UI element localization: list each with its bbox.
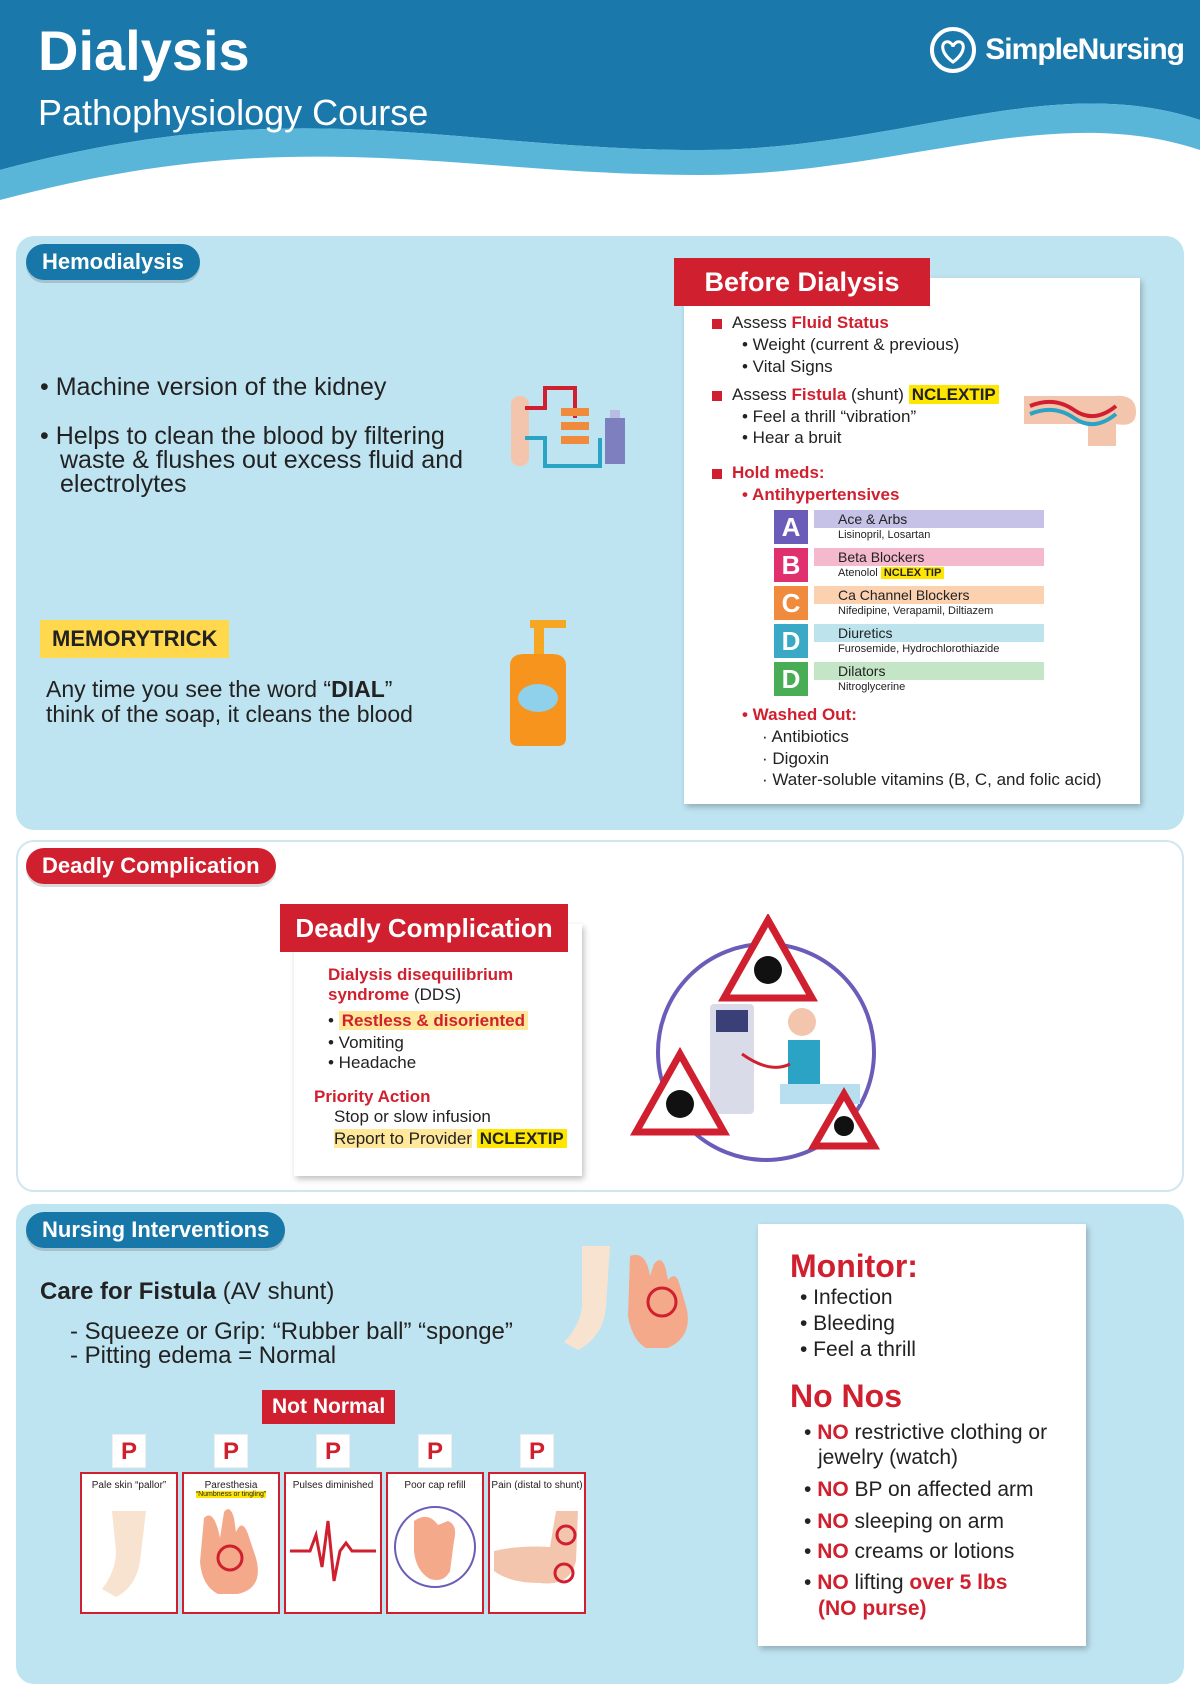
p-tile-cap-refill [386, 1472, 484, 1614]
washed-item: · Water-soluble vitamins (B, C, and folic acid) [762, 770, 1102, 789]
p-letter-paresthesia: P [214, 1434, 248, 1468]
assess-fistula-b: Fistula [791, 385, 847, 404]
drug-row-a [774, 510, 1044, 544]
drug-examples: Lisinopril, Losartan [838, 529, 931, 541]
assess-fluid-b: Fluid Status [791, 313, 889, 332]
soap-bottle-icon [500, 614, 580, 750]
drug-table [774, 510, 1044, 696]
fingertip-press-icon [388, 1491, 482, 1601]
monitor-item: • Feel a thrill [800, 1338, 916, 1361]
p-tile-subtext: “Numbness or tingling” [195, 1491, 267, 1498]
drug-letter: A [774, 510, 808, 544]
no-word: NO [817, 1571, 849, 1594]
monitor-title: Monitor: [790, 1248, 918, 1284]
deadly-complication-label: Deadly Complication [26, 848, 276, 884]
symptom-restless: • Restless & disoriented [328, 1010, 528, 1032]
p-tile-pain [488, 1472, 586, 1614]
no-item-text: restrictive clothing or [848, 1421, 1048, 1444]
symptom-restless-text: Restless & disoriented [339, 1011, 528, 1030]
dds-syndrome: syndrome [328, 985, 410, 1004]
washed-item: · Digoxin [762, 749, 830, 768]
no-item-text: BP on affected arm [848, 1478, 1034, 1501]
pain-arm-icon [490, 1491, 584, 1601]
no-word: NO [817, 1510, 849, 1533]
hemo-bullet-2-line-2: waste & flushes out excess fluid and [60, 446, 464, 474]
vitals-item: • Vital Signs [742, 357, 833, 376]
drug-examples-row [814, 566, 1044, 580]
dds-abbrev: (DDS) [409, 985, 462, 1004]
memory-trick-line-2: think of the soap, it cleans the blood [46, 701, 413, 727]
drug-row-b [774, 548, 1044, 582]
red-square-marker-icon [712, 319, 722, 329]
tingling-hand-icon [184, 1498, 278, 1598]
monitor-item: • Bleeding [800, 1312, 895, 1335]
five-p-grid [80, 1434, 590, 1650]
thrill-item: • Feel a thrill “vibration” [742, 407, 917, 426]
drug-examples: Atenolol [838, 567, 878, 579]
assess-fluid-a: Assess [732, 313, 792, 332]
nursing-interventions-label: Nursing Interventions [26, 1212, 285, 1248]
no-item-sleeping: • NO sleeping on arm [804, 1510, 1004, 1533]
drug-class: Ace & Arbs [814, 510, 1044, 528]
action-report-row [334, 1128, 567, 1150]
p-tile-pallor [80, 1472, 178, 1614]
deadly-complication-panel [16, 840, 1184, 1192]
red-square-marker-icon [712, 391, 722, 401]
no-item-bp: • NO BP on affected arm [804, 1478, 1034, 1501]
drug-letter: D [774, 662, 808, 696]
before-dialysis-title: Before Dialysis [674, 258, 930, 306]
nclex-tip-badge: NCLEXTIP [477, 1129, 567, 1148]
arm-and-hand-icons [558, 1246, 708, 1356]
drug-class: Beta Blockers [814, 548, 1044, 566]
assess-fistula-c: (shunt) [846, 385, 909, 404]
symptom-headache: • Headache [328, 1053, 417, 1072]
action-report: Report to Provider [334, 1129, 472, 1148]
p-letter-pulses: P [316, 1434, 350, 1468]
hemo-bullet-2-line-3: electrolytes [60, 470, 187, 498]
no-item-text: sleeping on arm [848, 1510, 1004, 1533]
drug-class: Dilators [814, 662, 1044, 680]
no-word: NO [817, 1540, 849, 1563]
care-for-fistula-bold: Care for Fistula [40, 1278, 217, 1305]
washed-out-label: • Washed Out: [742, 705, 857, 724]
priority-action-label: Priority Action [314, 1087, 431, 1106]
drug-class: Diuretics [814, 624, 1044, 642]
drug-row-c [774, 586, 1044, 620]
no-item-creams: • NO creams or lotions [804, 1540, 1015, 1563]
bruit-item: • Hear a bruit [742, 428, 842, 447]
symptom-vomiting: • Vomiting [328, 1033, 404, 1052]
p-tile-paresthesia [182, 1472, 280, 1614]
brand-logo [929, 26, 1184, 74]
fistula-arm-icon [1024, 366, 1140, 448]
not-normal-label: Not Normal [262, 1390, 395, 1424]
no-word: NO [817, 1421, 849, 1444]
no-item-text-2: jewelry (watch) [818, 1446, 959, 1469]
assess-fistula-row [712, 384, 999, 406]
assess-fluid-row [712, 312, 889, 334]
action-stop: Stop or slow infusion [334, 1107, 491, 1126]
dialysis-machine-icon [505, 378, 635, 478]
pale-arm-icon [82, 1491, 176, 1601]
care-for-fistula-heading [40, 1278, 334, 1306]
monitor-item: • Infection [800, 1286, 893, 1309]
p-letter-pain: P [520, 1434, 554, 1468]
memory-trick-line-1 [46, 676, 392, 703]
weight-item: • Weight (current & previous) [742, 335, 960, 354]
no-item-weight: over 5 lbs [909, 1571, 1008, 1594]
p-tile-text: Pain (distal to shunt) [491, 1480, 583, 1491]
page-title: Dialysis [38, 19, 250, 82]
memory-text-dial: DIAL [331, 676, 385, 702]
dialysis-patient-warning-illustration [630, 914, 890, 1170]
antihypertensives-label: • Antihypertensives [742, 485, 900, 504]
deadly-complication-title: Deadly Complication [280, 904, 568, 952]
no-item-lifting: • NO lifting over 5 lbs (NO purse) [804, 1571, 1008, 1620]
no-item-text: creams or lotions [848, 1540, 1015, 1563]
care-for-fistula-paren: (AV shunt) [216, 1278, 335, 1305]
memory-text-a: Any time you see the word “ [46, 676, 332, 702]
stethoscope-heart-icon [929, 26, 977, 74]
brand-name: SimpleNursing [985, 33, 1184, 66]
hemodialysis-label: Hemodialysis [26, 244, 200, 280]
hemo-bullet-2-line-1: • Helps to clean the blood by filtering [40, 422, 445, 450]
memory-trick-label: MEMORYTRICK [40, 620, 229, 658]
p-tile-pulses [284, 1472, 382, 1614]
care-item-edema: - Pitting edema = Normal [70, 1342, 337, 1369]
p-tile-text: Paresthesia [204, 1480, 258, 1491]
dds-line-2 [328, 984, 461, 1006]
drug-letter: B [774, 548, 808, 582]
drug-letter: C [774, 586, 808, 620]
nclex-tip-badge: NCLEXTIP [909, 385, 999, 404]
p-tile-text: Poor cap refill [404, 1480, 466, 1491]
ecg-pulse-icon [286, 1491, 380, 1601]
nclex-tip-badge-small: NCLEX TIP [881, 567, 944, 579]
page-subtitle: Pathophysiology Course [38, 92, 429, 133]
drug-row-d1 [774, 624, 1044, 658]
no-word: NO [817, 1478, 849, 1501]
memory-text-c: ” [384, 676, 393, 702]
p-letter-cap-refill: P [418, 1434, 452, 1468]
hold-meds-label: Hold meds: [732, 463, 825, 482]
drug-examples: Nitroglycerine [838, 681, 906, 693]
washed-item: · Antibiotics [762, 727, 849, 746]
drug-class: Ca Channel Blockers [814, 586, 1044, 604]
no-item-clothing: • NO restrictive clothing or jewelry (watch) [804, 1421, 1048, 1469]
drug-examples: Nifedipine, Verapamil, Diltiazem [838, 605, 994, 617]
p-letter-pallor: P [112, 1434, 146, 1468]
red-square-marker-icon [712, 469, 722, 479]
no-nos-title: No Nos [790, 1378, 902, 1414]
drug-row-d2 [774, 662, 1044, 696]
p-tile-text: Pulses diminished [292, 1480, 374, 1491]
assess-fistula-a: Assess [732, 385, 792, 404]
drug-examples: Furosemide, Hydrochlorothiazide [838, 643, 1000, 655]
p-tile-text: Pale skin “pallor” [91, 1480, 167, 1491]
hemo-bullet-1: • Machine version of the kidney [40, 373, 387, 401]
hold-meds-row [712, 462, 825, 484]
no-item-purse: (NO purse) [818, 1597, 927, 1620]
dds-line-1: Dialysis disequilibrium [328, 965, 514, 984]
care-item-squeeze: - Squeeze or Grip: “Rubber ball” “sponge” [70, 1318, 513, 1345]
drug-letter: D [774, 624, 808, 658]
no-item-text: lifting [848, 1571, 910, 1594]
